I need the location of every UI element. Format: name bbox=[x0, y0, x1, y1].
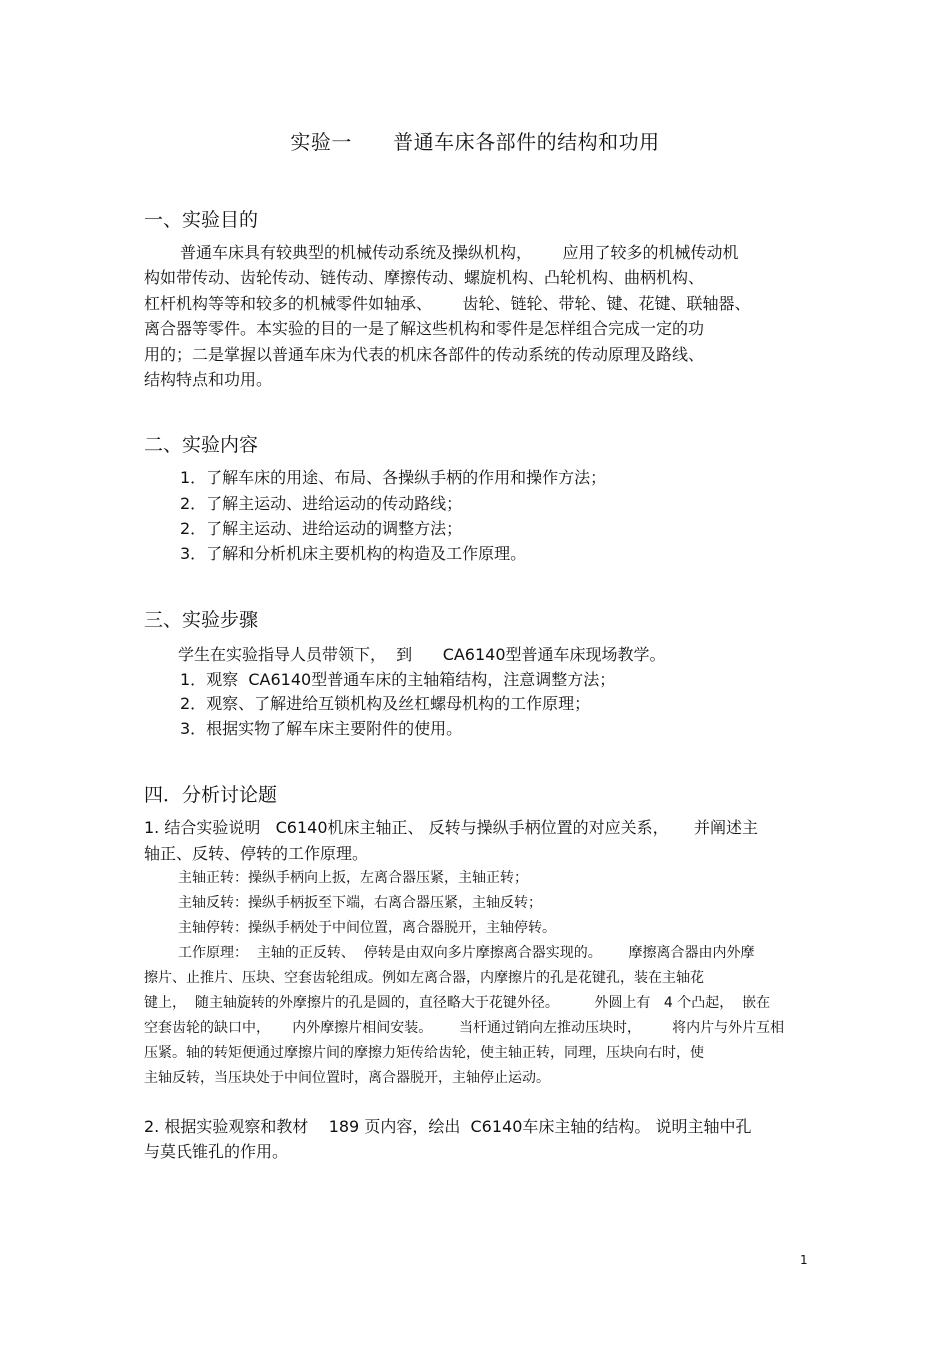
list-item: 2．了解主运动、进给运动的传动路线； bbox=[180, 494, 463, 513]
paragraph-line: 离合器等零件。本实验的目的一是了解这些机构和零件是怎样组合完成一定的功 bbox=[144, 319, 705, 338]
answer-line: 主轴反转：操纵手柄扳至下端，右离合器压紧，主轴反转； bbox=[178, 895, 542, 911]
answer-line: 主轴正转：操纵手柄向上扳，左离合器压紧，主轴正转； bbox=[178, 870, 528, 886]
answer-line: 键上， 随主轴旋转的外摩擦片的孔是圆的，直径略大于花键外径。 外圆上有 4 个凸起， 嵌在 bbox=[144, 995, 771, 1011]
answer-line: 工作原理： 主轴的正反转、 停转是由双向多片摩擦离合器实现的。 摩擦离合器由内外摩 bbox=[178, 945, 755, 961]
list-item: 1．观察 CA6140型普通车床的主轴箱结构，注意调整方法； bbox=[180, 670, 616, 689]
answer-line: 压紧。轴的转矩便通过摩擦片间的摩擦力矩传给齿轮，使主轴正转，同理，压块向右时，使 bbox=[144, 1045, 704, 1061]
list-item: 3．根据实物了解车床主要附件的使用。 bbox=[180, 719, 463, 738]
answer-line: 主轴反转，当压块处于中间位置时，离合器脱开，主轴停止运动。 bbox=[144, 1070, 550, 1086]
list-item: 2．观察、了解进给互锁机构及丝杠螺母机构的工作原理； bbox=[180, 694, 591, 713]
question-line: 1. 结合实验说明 C6140机床主轴正、 反转与操纵手柄位置的对应关系， 并阐述主 bbox=[144, 818, 759, 837]
paragraph-line: 用的；二是掌握以普通车床为代表的机床各部件的传动系统的传动原理及路线、 bbox=[144, 345, 705, 364]
paragraph-line: 构如带传动、齿轮传动、链传动、摩擦传动、螺旋机构、凸轮机构、曲柄机构、 bbox=[144, 268, 705, 287]
list-item: 2．了解主运动、进给运动的调整方法； bbox=[180, 519, 463, 538]
answer-line: 空套齿轮的缺口中， 内外摩擦片相间安装。 当杆通过销向左推动压块时， 将内片与外片互相 bbox=[144, 1020, 785, 1036]
paragraph-line: 结构特点和功用。 bbox=[144, 370, 273, 389]
page-number: 1 bbox=[800, 1253, 808, 1267]
question-line: 2. 根据实验观察和教材 189 页内容，绘出 C6140车床主轴的结构。 说明主轴中孔 bbox=[144, 1117, 752, 1136]
question-line: 轴正、反转、停转的工作原理。 bbox=[144, 844, 369, 863]
section-heading-objective: 一、实验目的 bbox=[144, 209, 259, 231]
section-heading-steps: 三、实验步骤 bbox=[144, 609, 259, 631]
paragraph-line: 学生在实验指导人员带领下， 到 CA6140型普通车床现场教学。 bbox=[178, 645, 666, 664]
answer-line: 擦片、止推片、压块、空套齿轮组成。例如左离合器，内摩擦片的孔是花键孔，装在主轴花 bbox=[144, 970, 704, 986]
paragraph-line: 杠杆机构等等和较多的机械零件如轴承、 齿轮、链轮、带轮、键、花键、联轴器、 bbox=[144, 294, 751, 313]
answer-line: 主轴停转：操纵手柄处于中间位置，离合器脱开，主轴停转。 bbox=[178, 920, 556, 936]
paragraph-line: 普通车床具有较典型的机械传动系统及操纵机构， 应用了较多的机械传动机 bbox=[180, 243, 739, 262]
section-heading-content: 二、实验内容 bbox=[144, 434, 259, 456]
page-title: 实验一 普通车床各部件的结构和功用 bbox=[290, 130, 660, 154]
list-item: 3．了解和分析机床主要机构的构造及工作原理。 bbox=[180, 544, 527, 563]
question-line: 与莫氏锥孔的作用。 bbox=[144, 1142, 289, 1161]
list-item: 1．了解车床的用途、布局、各操纵手柄的作用和操作方法； bbox=[180, 468, 607, 487]
section-heading-discussion: 四．分析讨论题 bbox=[144, 784, 278, 806]
